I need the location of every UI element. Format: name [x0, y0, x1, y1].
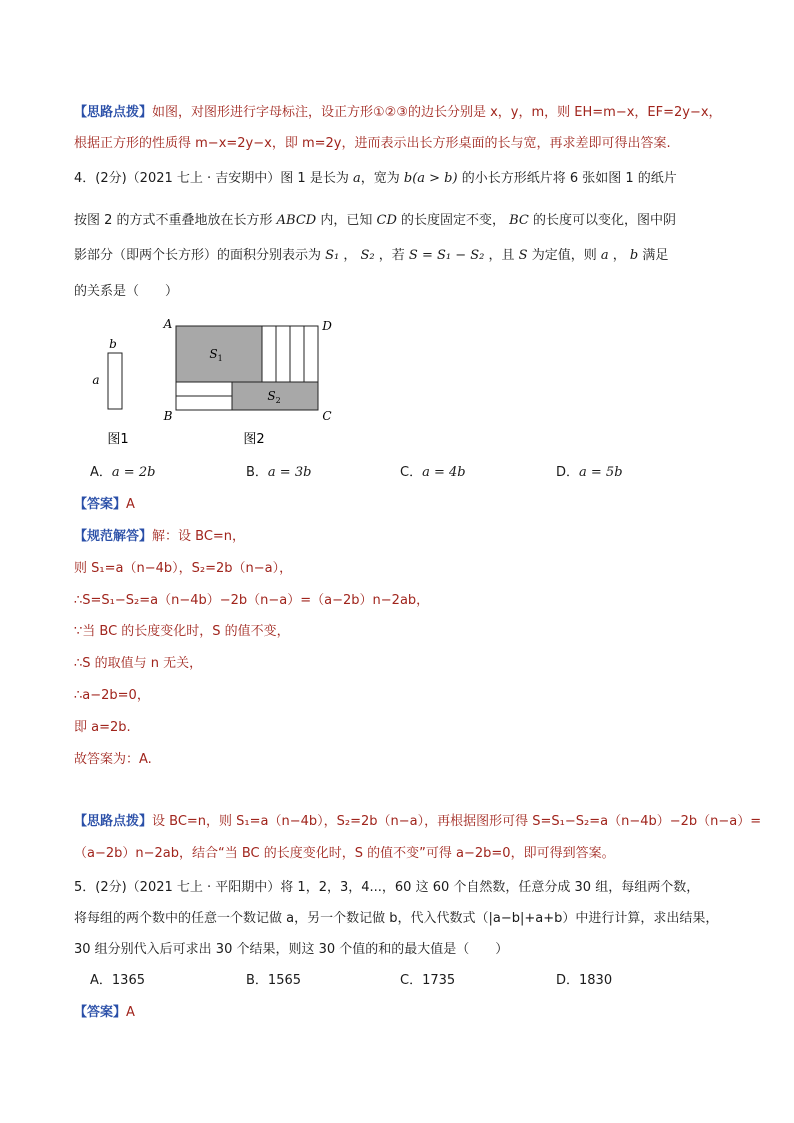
- fig2-corner-d: D: [322, 319, 332, 333]
- stem-text: ，: [339, 248, 361, 263]
- option-value: 1735: [422, 973, 456, 988]
- stem-text: ，宽为: [360, 171, 404, 186]
- option-expr: a = 5b: [579, 465, 623, 480]
- fig1-rectangle: [108, 353, 122, 409]
- math-bc: BC: [509, 213, 529, 228]
- stem-text: 满足: [638, 248, 669, 263]
- q4-solution-line-5: ∴a−2b=0，: [74, 688, 150, 703]
- q4-option-b[interactable]: [246, 464, 311, 482]
- math-s1: S₁: [325, 248, 340, 263]
- tip-text: 如图，对图形进行字母标注，设正方形①②③的边长分别是 x，y，m，则 EH=m−x，EF=2y−x，: [152, 105, 722, 120]
- option-letter: A．: [90, 973, 112, 988]
- q5-stem-line-3: 30 组分别代入后可求出 30 个结果，则这 30 个值的和的最大值是（ ）: [74, 942, 509, 957]
- q4-option-c[interactable]: [400, 464, 466, 482]
- math-a: a: [600, 248, 609, 263]
- tip-text: 设 BC=n，则 S₁=a（n−4b），S₂=2b（n−a），再根据图形可得 S=S₁−S₂=a（n−4b）−2b（n−a）=: [152, 814, 762, 829]
- stem-text: 的长度可以变化，图中阴: [528, 213, 677, 228]
- q4-stem-line-2: [74, 212, 676, 230]
- q4-stem-line-4: 的关系是（ ）: [74, 284, 179, 299]
- stem-text: ，若: [374, 248, 409, 263]
- option-letter: B．: [246, 973, 268, 988]
- fig2-corner-a: A: [163, 317, 173, 331]
- math-b-condition: b(a > b): [403, 171, 458, 186]
- answer-label: 【答案】: [74, 497, 127, 512]
- math-a: a: [352, 171, 361, 186]
- option-value: 1830: [579, 973, 613, 988]
- q4-option-a[interactable]: [90, 464, 155, 482]
- fig1-side-b: b: [109, 337, 117, 351]
- math-abcd: ABCD: [276, 213, 317, 228]
- q4-solution-intro: [74, 528, 245, 546]
- fig2-corner-c: C: [322, 409, 332, 423]
- option-letter: D．: [556, 973, 580, 988]
- stem-text: 的小长方形纸片将 6 张如图 1 的纸片: [457, 171, 677, 186]
- option-value: 1365: [111, 973, 145, 988]
- q5-answer: [74, 1004, 135, 1022]
- option-letter: C．: [400, 465, 423, 480]
- math-b: b: [629, 248, 639, 263]
- q5-option-a[interactable]: [90, 972, 145, 990]
- stem-text: 按图 2 的方式不重叠地放在长方形: [74, 213, 277, 228]
- q4-option-d[interactable]: [556, 464, 623, 482]
- math-cd: CD: [376, 213, 397, 228]
- q4-solution-line-7: 故答案为：A.: [74, 752, 152, 767]
- tip-label: 【思路点拨】: [74, 105, 153, 120]
- q4-solution-line-3: ∵当 BC 的长度变化时，S 的值不变，: [74, 624, 290, 639]
- tip-label: 【思路点拨】: [74, 814, 153, 829]
- q4-tip-line-2: （a−2b）n−2ab，结合“当 BC 的长度变化时，S 的值不变”可得 a−2b=0，即可得到答案。: [74, 846, 615, 861]
- q5-option-b[interactable]: [246, 972, 301, 990]
- answer-label: 【答案】: [74, 1005, 127, 1020]
- fig2-label: 图2: [243, 432, 265, 447]
- q5-option-c[interactable]: [400, 972, 455, 990]
- q3-tip-line-1: [74, 104, 722, 122]
- option-expr: a = 2b: [111, 465, 156, 480]
- stem-text: 4．(2分)（2021 七上 · 吉安期中）图 1 是长为: [74, 171, 353, 186]
- option-letter: A．: [90, 465, 112, 480]
- q5-option-d[interactable]: [556, 972, 612, 990]
- option-expr: a = 4b: [422, 465, 466, 480]
- q4-stem-line-1: [74, 170, 677, 188]
- fig1-side-a: a: [92, 373, 100, 387]
- q4-figure: [84, 314, 354, 454]
- option-value: 1565: [267, 973, 302, 988]
- q5-stem-line-1: 5．(2分)（2021 七上 · 平阳期中）将 1，2，3，4...，60 这 60 个自然数，任意分成 30 组，每组两个数，: [74, 880, 700, 895]
- q4-stem-line-3: [74, 247, 668, 265]
- q4-answer: [74, 496, 135, 514]
- stem-text: ，: [608, 248, 630, 263]
- fig1-label: 图1: [107, 432, 129, 447]
- solution-label: 【规范解答】: [74, 529, 153, 544]
- answer-value: A: [126, 1005, 135, 1020]
- math-equation: S = S₁ − S₂: [408, 248, 485, 263]
- solution-text: 解：设 BC=n，: [152, 529, 246, 544]
- stem-text: 的长度固定不变，: [396, 213, 510, 228]
- math-s2: S₂: [360, 248, 375, 263]
- q5-stem-line-2: 将每组的两个数中的任意一个数记做 a，另一个数记做 b，代入代数式（|a−b|+a+b）中进行计算，求出结果，: [74, 911, 719, 926]
- q3-tip-line-2: 根据正方形的性质得 m−x=2y−x，即 m=2y，进而表示出长方形桌面的长与宽，再求差即可得出答案.: [74, 136, 671, 151]
- stem-text: 影部分（即两个长方形）的面积分别表示为: [74, 248, 326, 263]
- fig2-corner-b: B: [163, 409, 173, 423]
- q4-tip-line-1: [74, 813, 761, 831]
- stem-text: 内，已知: [316, 213, 377, 228]
- option-letter: D．: [556, 465, 580, 480]
- option-letter: B．: [246, 465, 268, 480]
- s1-subscript: 1: [217, 354, 223, 363]
- s2-main: S: [267, 389, 276, 403]
- q4-solution-line-2: ∴S=S₁−S₂=a（n−4b）−2b（n−a）=（a−2b）n−2ab，: [74, 593, 430, 608]
- math-s: S: [518, 248, 528, 263]
- stem-text: ，且: [484, 248, 519, 263]
- s2-subscript: 2: [275, 396, 281, 405]
- option-expr: a = 3b: [267, 465, 312, 480]
- s1-main: S: [209, 347, 218, 361]
- q4-solution-line-1: 则 S₁=a（n−4b），S₂=2b（n−a），: [74, 561, 293, 576]
- option-letter: C．: [400, 973, 423, 988]
- stem-text: 为定值，则: [527, 248, 601, 263]
- answer-value: A: [126, 497, 135, 512]
- q4-solution-line-4: ∴S 的取值与 n 无关，: [74, 656, 203, 671]
- q4-solution-line-6: 即 a=2b.: [74, 720, 131, 735]
